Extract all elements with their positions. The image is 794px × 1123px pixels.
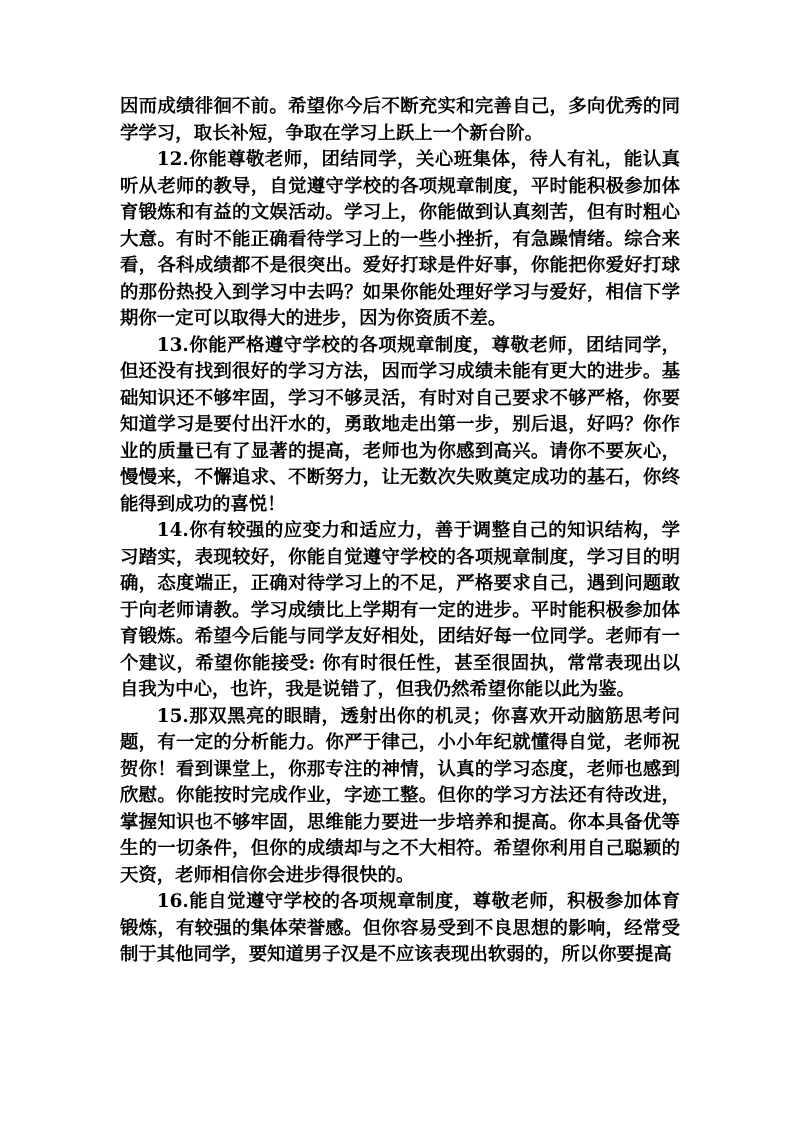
document-body: [120, 94, 680, 969]
paragraph-comment-16: 16.能自觉遵守学校的各项规章制度，尊敬老师，积极参加体育锻炼，有较强的集体荣誉感。但你容易受到不良思想的影响，经常受制于其他同学，要知道男子汉是不应该表现出软弱的，所以你要提高: [120, 891, 680, 965]
paragraph-comment-15: 15.那双黑亮的眼睛，透射出你的机灵；你喜欢开动脑筋思考问题，有一定的分析能力。你严于律己，小小年纪就懂得自觉，老师祝贺你！看到课堂上，你那专注的神情，认真的学习态度，老师也感到欣慰。你能按时完成作业，字迹工整。但你的学习方法还有待改进，掌握知识也不够牢固，思维能力要进一步培养和提高。你本具备优等生的一切条件，但你的成绩却与之不大相符。希望你利用自己聪颖的天资，老师相信你会进步得很快的。: [120, 705, 680, 886]
paragraph-continuation: 因而成绩徘徊不前。希望你今后不断充实和完善自己，多向优秀的同学学习，取长补短，争取在学习上跃上一个新台阶。: [120, 96, 680, 144]
paragraph-comment-14: 14.你有较强的应变力和适应力，善于调整自己的知识结构，学习踏实，表现较好，你能自觉遵守学校的各项规章制度，学习目的明确，态度端正，正确对待学习上的不足，严格要求自己，遇到问题敢于向老师请教。学习成绩比上学期有一定的进步。平时能积极参加体育锻炼。希望今后能与同学友好相处，团结好每一位同学。老师有一个建议，希望你能接受: 你有时很任性，甚至很固执，常常表现出以自我为中心，也许，我是说错了，但我仍然希望你能以此为鉴。: [120, 520, 680, 700]
paragraph-comment-13: 13.你能严格遵守学校的各项规章制度，尊敬老师，团结同学，但还没有找到很好的学习方法，因而学习成绩未能有更大的进步。基础知识还不够牢固，学习不够灵活，有时对自己要求不够严格，你要知道学习是要付出汗水的，勇敢地走出第一步，别后退，好吗？你作业的质量已有了显著的提高，老师也为你感到高兴。请你不要灰心，慢慢来，不懈追求、不断努力，让无数次失败奠定成功的基石，你终能得到成功的喜悦！: [120, 334, 680, 515]
paragraph-comment-12: 12.你能尊敬老师，团结同学，关心班集体，待人有礼，能认真听从老师的教导，自觉遵守学校的各项规章制度，平时能积极参加体育锻炼和有益的文娱活动。学习上，你能做到认真刻苦，但有时粗心大意。有时不能正确看待学习上的一些小挫折，有急躁情绪。综合来看，各科成绩都不是很突出。爱好打球是件好事，你能把你爱好打球的那份热投入到学习中去吗？如果你能处理好学习与爱好，相信下学期你一定可以取得大的进步，因为你资质不差。: [120, 149, 680, 329]
